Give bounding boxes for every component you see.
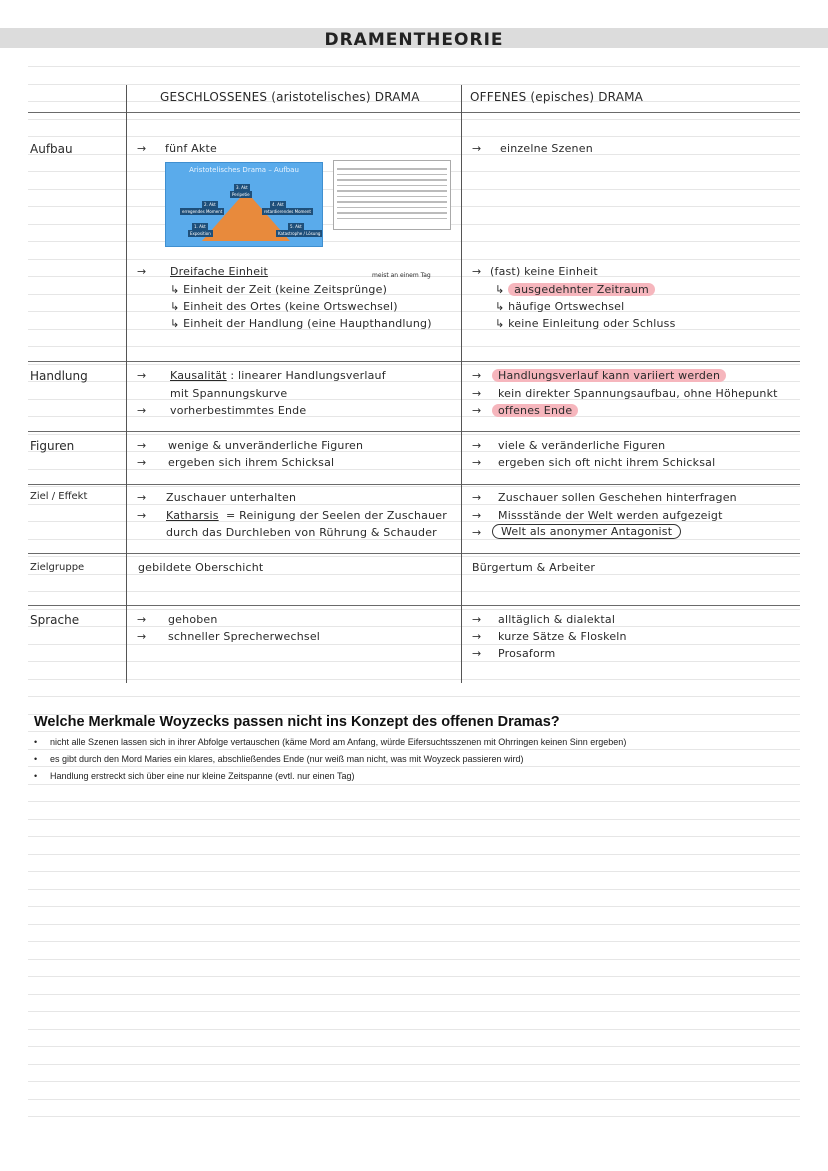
ruled-line (28, 749, 800, 750)
text: mit Spannungskurve (170, 387, 288, 400)
text: schneller Sprecherwechsel (168, 630, 321, 643)
ruled-line (28, 836, 800, 837)
sub-arrow-icon: ↳ (170, 317, 180, 330)
term: Kausalität (170, 369, 227, 382)
question-heading: Welche Merkmale Woyzecks passen nicht ins Konzept des offenen Dramas? (34, 714, 560, 730)
diagram-label: Exposition (190, 231, 211, 236)
row-label-ziel: Ziel / Effekt (30, 491, 88, 502)
bullet-icon: • (34, 771, 38, 781)
ruled-line (28, 679, 800, 680)
text: viele & veränderliche Figuren (498, 439, 666, 452)
arrow-icon: → (472, 439, 482, 452)
arrow-icon: → (472, 404, 482, 417)
column-divider (126, 85, 127, 683)
drama-structure-diagram (165, 162, 323, 247)
row-label-figuren: Figuren (30, 439, 75, 453)
text: nicht alle Szenen lassen sich in ihrer Abfolge vertauschen (käme Mord am Anfang, würde Eifersuchtsszenen mit Ohrringen keinen Sinn ergeben) (50, 737, 627, 747)
text: vorherbestimmtes Ende (170, 404, 307, 417)
text (495, 300, 624, 313)
text: keine Einleitung oder Schluss (508, 317, 676, 330)
ruled-line (28, 346, 800, 347)
arrow-icon: → (472, 387, 482, 400)
text: Prosaform (498, 647, 556, 660)
diagram-label: 1. Akt (194, 224, 206, 229)
text (170, 369, 386, 382)
ruled-line (28, 801, 800, 802)
text: Einheit der Handlung (eine Haupthandlung) (183, 317, 432, 330)
ruled-line (28, 539, 800, 540)
row-label-aufbau: Aufbau (30, 142, 73, 156)
arrow-icon: → (137, 456, 147, 469)
ruled-line (28, 504, 800, 505)
boxed-text: Welt als anonymer Antagonist (492, 524, 681, 539)
arrow-icon: → (472, 630, 482, 643)
arrow-icon: → (472, 526, 482, 539)
diagram-title: Aristotelisches Drama – Aufbau (189, 166, 299, 174)
diagram-label: Peripetie (232, 192, 250, 197)
ruled-line (28, 1029, 800, 1030)
sub-arrow-icon: ↳ (170, 300, 180, 313)
arrow-icon: → (137, 509, 147, 522)
text: durch das Durchleben von Rührung & Schauder (166, 526, 437, 539)
ruled-line (28, 609, 800, 610)
text: gebildete Oberschicht (138, 561, 264, 574)
bullet-icon: • (34, 754, 38, 764)
ruled-line (28, 259, 800, 260)
ruled-line (28, 924, 800, 925)
text: fünf Akte (165, 142, 217, 155)
column-divider (461, 85, 462, 683)
text: häufige Ortswechsel (508, 300, 625, 313)
text (170, 300, 398, 313)
ruled-line (28, 1046, 800, 1047)
highlighted-text: offenes Ende (492, 404, 578, 417)
text: ergeben sich oft nicht ihrem Schicksal (498, 456, 716, 469)
row-label-handlung: Handlung (30, 369, 88, 383)
text: kurze Sätze & Floskeln (498, 630, 627, 643)
diagram-label: retardierendes Moment (264, 209, 311, 214)
ruled-line (28, 469, 800, 470)
diagram-label: Katastrophe / Lösung (278, 231, 321, 236)
divider (28, 484, 800, 485)
ruled-line (28, 556, 800, 557)
arrow-icon: → (137, 630, 147, 643)
text: wenige & unveränderliche Figuren (168, 439, 364, 452)
text: Handlung erstreckt sich über eine nur kleine Zeitspanne (evtl. nur einen Tag) (50, 771, 355, 781)
sub-arrow-icon: ↳ (495, 283, 505, 296)
divider (28, 605, 800, 606)
ruled-line (28, 784, 800, 785)
text: (fast) keine Einheit (490, 265, 598, 278)
diagram-label: 4. Akt (272, 202, 284, 207)
arrow-icon: → (137, 613, 147, 626)
text: Zuschauer unterhalten (166, 491, 297, 504)
ruled-line (28, 136, 800, 137)
text (170, 283, 387, 296)
bullet-item (34, 737, 626, 747)
divider (28, 431, 800, 432)
annotation: meist an einem Tag (372, 272, 431, 279)
ruled-line (28, 819, 800, 820)
heading: Dreifache Einheit (170, 265, 268, 278)
arrow-icon: → (137, 404, 147, 417)
ruled-line (28, 994, 800, 995)
bullet-item (34, 771, 355, 781)
highlighted-text: ausgedehnter Zeitraum (508, 283, 655, 296)
sub-arrow-icon: ↳ (170, 283, 180, 296)
arrow-icon: → (472, 613, 482, 626)
arrow-icon: → (472, 142, 482, 155)
text: Missstände der Welt werden aufgezeigt (498, 509, 723, 522)
ruled-line (28, 486, 800, 487)
ruled-line (28, 591, 800, 592)
text: ergeben sich ihrem Schicksal (168, 456, 335, 469)
text: Bürgertum & Arbeiter (472, 561, 596, 574)
diagram-label: 3. Akt (236, 185, 248, 190)
text: Einheit des Ortes (keine Ortswechsel) (183, 300, 398, 313)
text (170, 317, 432, 330)
page-title: DRAMENTHEORIE (324, 30, 504, 50)
ruled-line (28, 1116, 800, 1117)
ruled-line (28, 434, 800, 435)
ruled-line (28, 66, 800, 67)
ruled-line (28, 294, 800, 295)
ruled-line (28, 84, 800, 85)
text (495, 283, 655, 296)
text: es gibt durch den Mord Maries ein klares, abschließendes Ende (nur weiß man nicht, was mit Woyzeck passieren wird) (50, 754, 524, 764)
ruled-line (28, 871, 800, 872)
ruled-line (28, 644, 800, 645)
ruled-line (28, 959, 800, 960)
arrow-icon: → (472, 456, 482, 469)
ruled-line (28, 311, 800, 312)
arrow-icon: → (472, 369, 482, 382)
diagram-label: 5. Akt (290, 224, 302, 229)
text: Einheit der Zeit (keine Zeitsprünge) (183, 283, 388, 296)
divider (28, 361, 800, 362)
text: : linearer Handlungsverlauf (230, 369, 386, 382)
ruled-line (28, 626, 800, 627)
ruled-line (28, 1081, 800, 1082)
diagram-label: erregendes Moment (182, 209, 223, 214)
ruled-line (28, 731, 800, 732)
highlighted-text: Handlungsverlauf kann variiert werden (492, 369, 726, 382)
text: alltäglich & dialektal (498, 613, 616, 626)
ruled-line (28, 1011, 800, 1012)
ruled-line (28, 906, 800, 907)
arrow-icon: → (137, 369, 147, 382)
bullet-item (34, 754, 524, 764)
arrow-icon: → (472, 647, 482, 660)
text: = Reinigung der Seelen der Zuschauer (226, 509, 447, 522)
text: gehoben (168, 613, 218, 626)
diagram-notes (333, 160, 451, 230)
arrow-icon: → (137, 142, 147, 155)
term: Katharsis (166, 509, 219, 522)
text (170, 265, 268, 278)
ruled-line (28, 766, 800, 767)
ruled-line (28, 976, 800, 977)
divider (28, 112, 800, 113)
arrow-icon: → (137, 265, 147, 278)
diagram-label: 2. Akt (204, 202, 216, 207)
text: kein direkter Spannungsaufbau, ohne Höhepunkt (498, 387, 778, 400)
header-closed: GESCHLOSSENES (aristotelisches) DRAMA (160, 90, 420, 104)
ruled-line (28, 119, 800, 120)
ruled-line (28, 574, 800, 575)
ruled-line (28, 889, 800, 890)
arrow-icon: → (472, 491, 482, 504)
ruled-line (28, 941, 800, 942)
ruled-line (28, 1064, 800, 1065)
row-label-zielgruppe: Zielgruppe (30, 562, 85, 573)
text: Zuschauer sollen Geschehen hinterfragen (498, 491, 737, 504)
arrow-icon: → (137, 439, 147, 452)
text: einzelne Szenen (500, 142, 593, 155)
arrow-icon: → (472, 509, 482, 522)
arrow-icon: → (472, 265, 482, 278)
text (495, 317, 676, 330)
row-label-sprache: Sprache (30, 613, 80, 627)
arrow-icon: → (137, 491, 147, 504)
sub-arrow-icon: ↳ (495, 300, 505, 313)
ruled-line (28, 696, 800, 697)
header-open: OFFENES (episches) DRAMA (470, 90, 644, 104)
divider (28, 553, 800, 554)
ruled-line (28, 661, 800, 662)
ruled-line (28, 854, 800, 855)
ruled-line (28, 364, 800, 365)
ruled-line (28, 241, 800, 242)
ruled-line (28, 1099, 800, 1100)
sub-arrow-icon: ↳ (495, 317, 505, 330)
bullet-icon: • (34, 737, 38, 747)
